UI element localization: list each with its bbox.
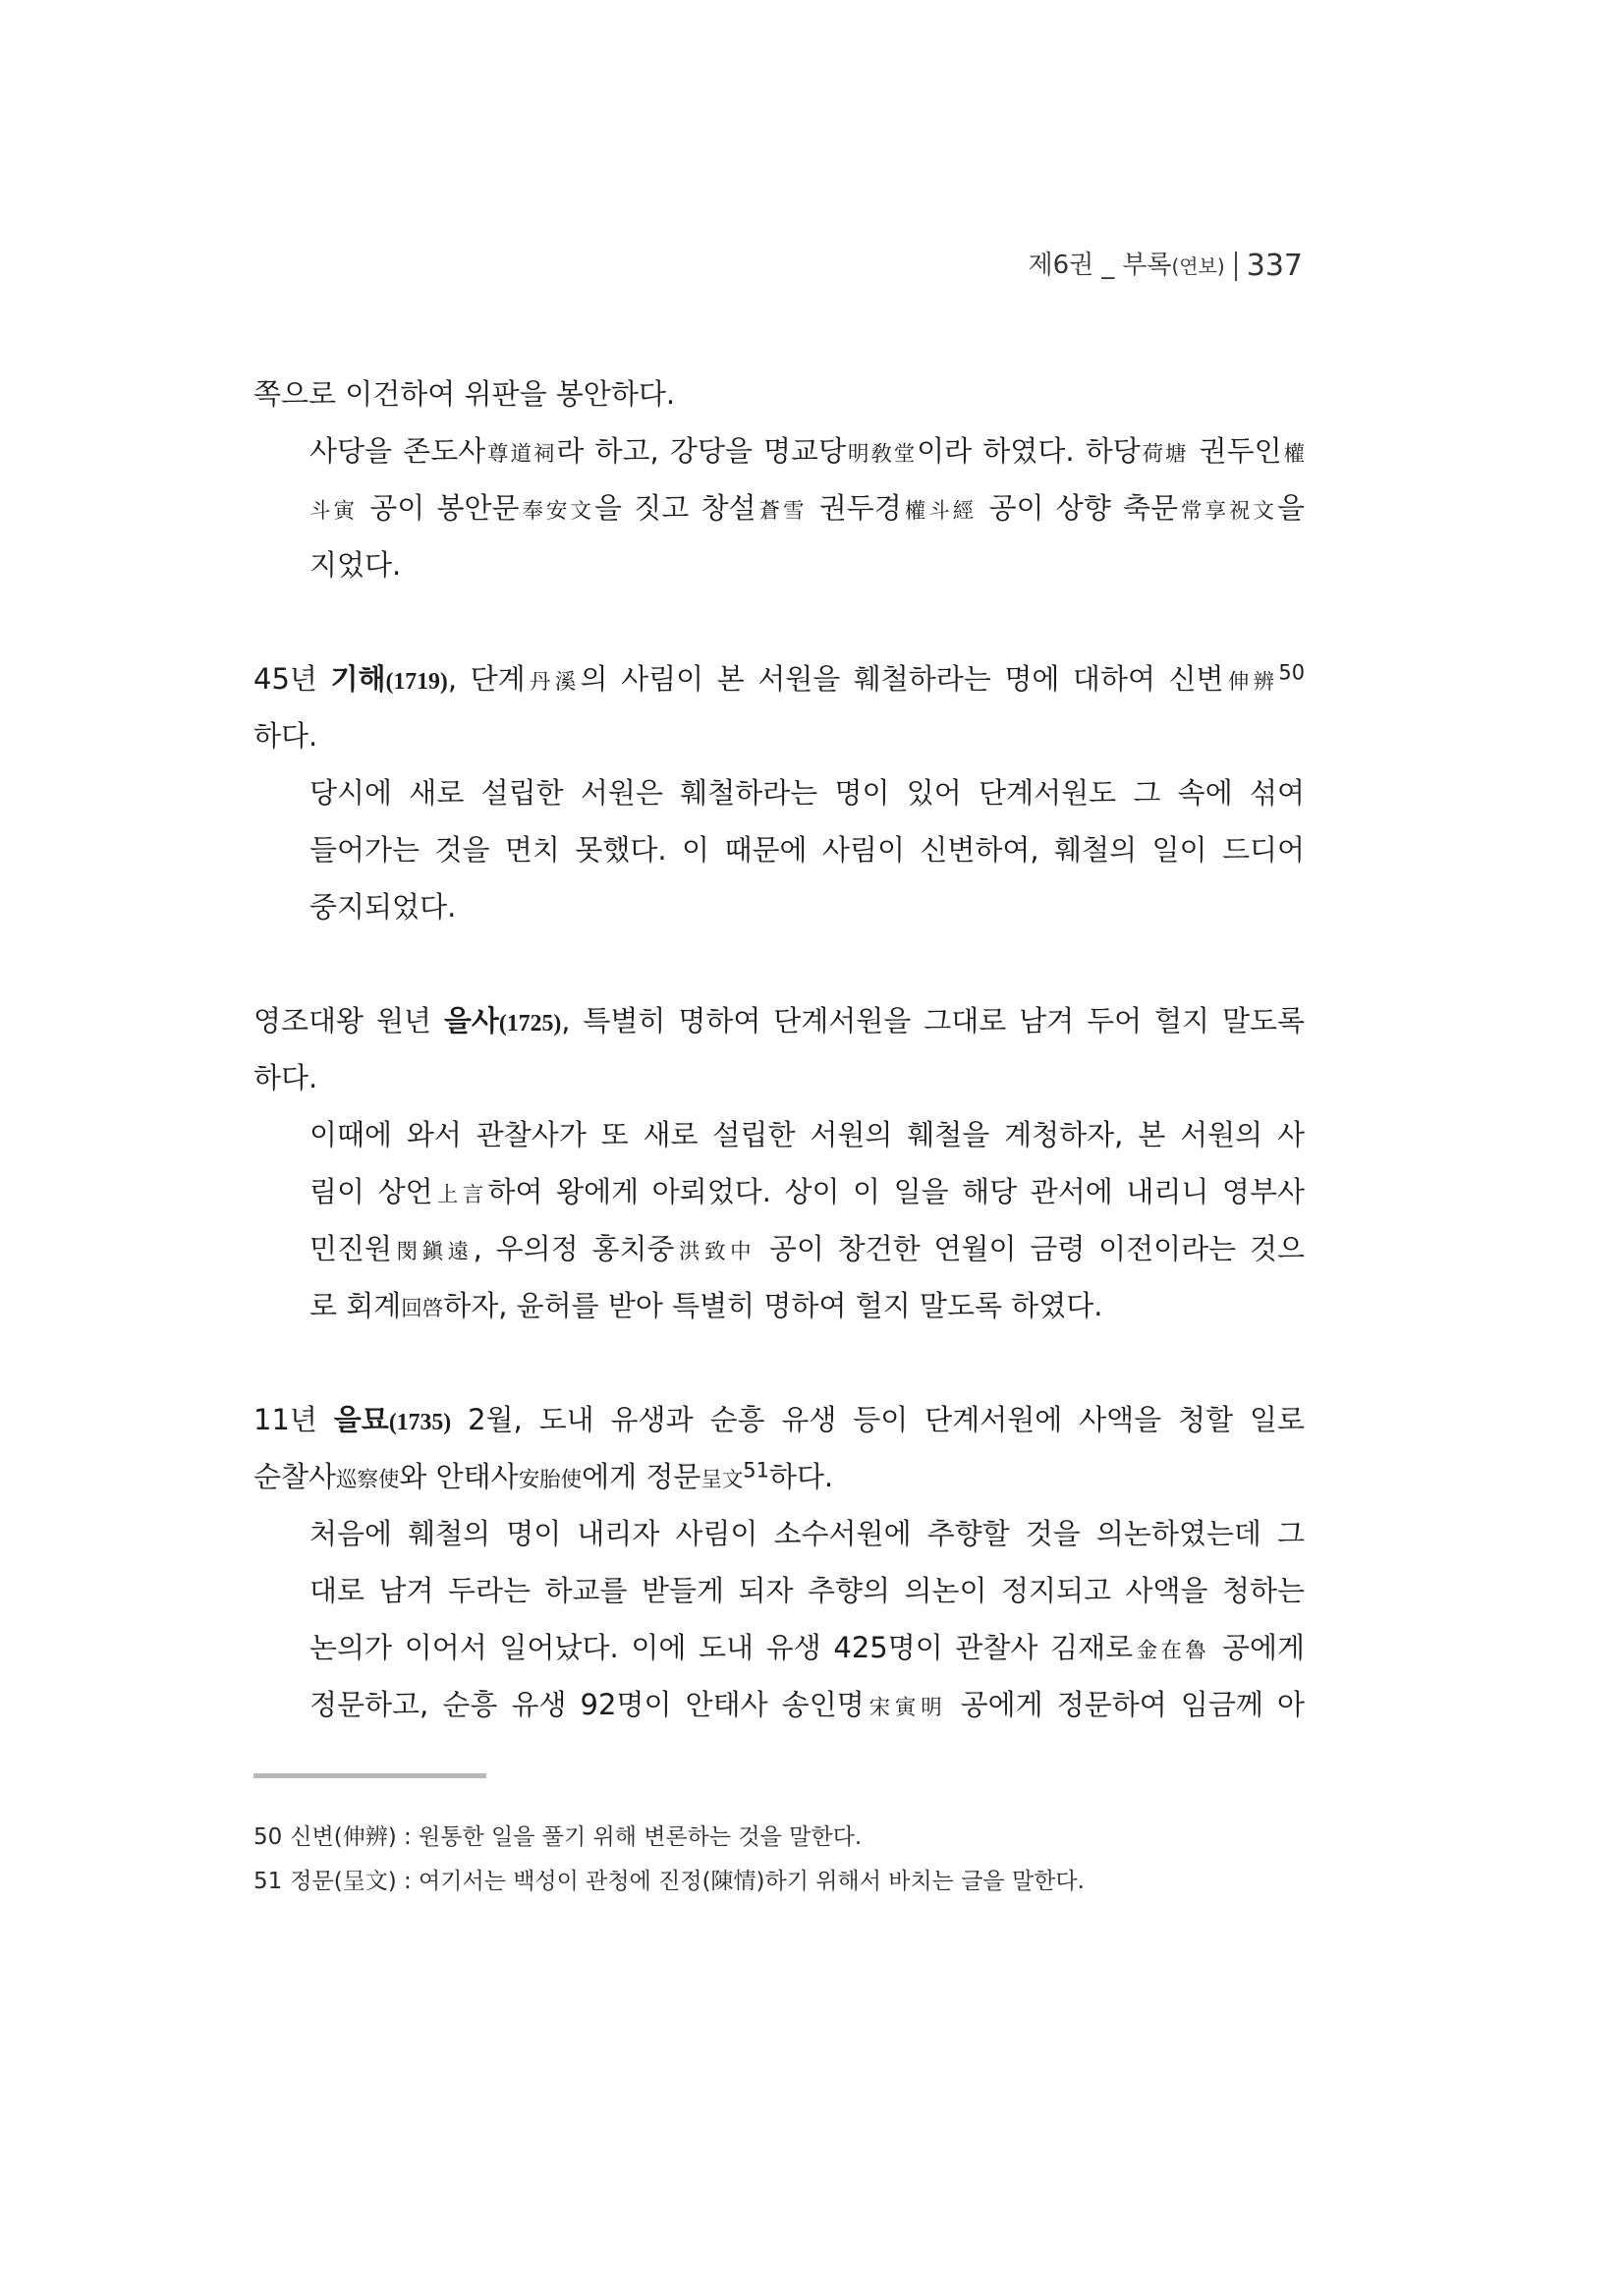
text-line <box>253 1676 1305 1733</box>
hanja-gloss: 常享祝文 <box>1178 499 1277 524</box>
text-line <box>253 821 1305 878</box>
hanja-gloss: 奉安文 <box>519 499 594 524</box>
chronology-entry <box>253 650 1305 935</box>
text-run: 들어가는 것을 면치 못했다. 이 때문에 사림이 신변하여, 훼철의 일이 드디어 <box>309 833 1305 867</box>
text-run: 공에게 <box>1209 1631 1305 1664</box>
text-run: 을 짓고 창설 <box>593 491 756 525</box>
text-line <box>253 365 1305 422</box>
text-run: 림이 상언 <box>309 1175 433 1208</box>
hanja-gloss: 宋寅明 <box>864 1696 947 1720</box>
text-line <box>253 707 1305 764</box>
text-run: 공이 봉안문 <box>357 491 520 525</box>
text-line <box>253 479 1305 536</box>
section-label: 부록 <box>1122 251 1172 280</box>
hanja-gloss: 閔鎭遠 <box>392 1240 474 1264</box>
text-run: 순찰사 <box>253 1460 337 1493</box>
cyclical-year-term: 을묘 <box>333 1403 389 1436</box>
text-run: 민진원 <box>309 1232 393 1265</box>
entry-description <box>253 422 1305 593</box>
cyclical-year-term: 을사 <box>443 1004 499 1037</box>
entry-description <box>253 1505 1305 1733</box>
chronology-entry <box>253 1391 1305 1733</box>
text-run: 당시에 새로 설립한 서원은 훼철하라는 명이 있어 단계서원도 그 속에 섞여 <box>309 776 1305 810</box>
text-run: 중지되었다. <box>309 890 457 924</box>
text-line <box>253 1163 1305 1220</box>
text-run: 로 회계 <box>309 1289 402 1322</box>
chronology-entry <box>253 365 1305 593</box>
text-run: 을 <box>1276 491 1305 525</box>
footnotes <box>253 1816 1305 1904</box>
footnote-divider <box>253 1773 486 1778</box>
text-run: 라 하고, 강당을 명교당 <box>556 434 847 468</box>
text-line <box>253 650 1305 707</box>
hanja-gloss: 蒼雪 <box>756 499 808 524</box>
text-run: , 우의정 홍치중 <box>473 1232 675 1265</box>
hanja-gloss: 明敎堂 <box>846 442 918 467</box>
hanja-gloss: 金在魯 <box>1133 1639 1210 1663</box>
hanja-gloss: 荷塘 <box>1140 442 1189 467</box>
text-run: 공이 상향 축문 <box>977 491 1179 525</box>
entry-heading <box>253 650 1305 764</box>
text-line <box>253 1391 1305 1448</box>
text-line <box>253 1505 1305 1562</box>
text-line <box>253 1448 1305 1505</box>
year-number: (1735) <box>388 1410 452 1435</box>
volume-label: 제6권 <box>1028 251 1094 280</box>
footnote-ref: 51 <box>743 1458 769 1483</box>
year-number: (1719) <box>385 669 448 695</box>
hanja-gloss: 回啓 <box>401 1297 444 1321</box>
text-run: 논의가 이어서 일어났다. 이에 도내 유생 425명이 관찰사 김재로 <box>309 1631 1134 1664</box>
text-line <box>253 764 1305 821</box>
text-run: 처음에 훼철의 명이 내리자 사림이 소수서원에 추향할 것을 의논하였는데 그 <box>309 1517 1305 1550</box>
text-line <box>253 1277 1305 1334</box>
hanja-gloss: 斗寅 <box>309 499 358 524</box>
text-run: , 특별히 명하여 단계서원을 그대로 남겨 두어 헐지 말도록 <box>561 1004 1305 1037</box>
footnote-ref: 50 <box>1278 660 1305 685</box>
text-run: 2월, 도내 유생과 순흥 유생 등이 단계서원에 사액을 청할 일로 <box>451 1403 1305 1436</box>
text-run: 하자, 윤허를 받아 특별히 명하여 헐지 말도록 하였다. <box>443 1289 1103 1322</box>
entry-heading <box>253 1391 1305 1505</box>
entry-heading <box>253 992 1305 1106</box>
header-separator: _ <box>1101 251 1115 280</box>
hanja-gloss: 上言 <box>432 1183 488 1207</box>
text-run: 사당을 존도사 <box>309 434 486 468</box>
text-run: 하다. <box>253 1061 318 1094</box>
text-run: 쪽으로 이건하여 위판을 봉안하다. <box>253 377 676 411</box>
hanja-gloss: 尊道祠 <box>485 442 557 467</box>
entry-description <box>253 764 1305 935</box>
text-line <box>253 1619 1305 1676</box>
text-line <box>253 536 1305 593</box>
text-line <box>253 992 1305 1049</box>
text-run: 지었다. <box>309 548 402 582</box>
text-run: 의 사림이 본 서원을 훼철하라는 명에 대하여 신변 <box>580 662 1224 696</box>
text-line <box>253 1106 1305 1163</box>
hanja-gloss: 權 <box>1281 442 1305 467</box>
entry-heading <box>253 365 1305 422</box>
footnote-number: 51 <box>253 1869 283 1894</box>
footnote-number: 50 <box>253 1824 283 1850</box>
hanja-gloss: 洪致中 <box>674 1240 756 1264</box>
footnote-text: 정문(呈文) : 여기서는 백성이 관청에 진정(陳情)하기 위해서 바치는 글을 말한다. <box>290 1869 1085 1894</box>
hanja-gloss: 伸辨 <box>1223 670 1279 695</box>
year-number: (1725) <box>498 1011 562 1036</box>
footnote <box>253 1816 1305 1860</box>
chronology-entry <box>253 992 1305 1334</box>
hanja-gloss: 丹溪 <box>525 670 581 695</box>
text-run: 에게 정문 <box>582 1460 701 1493</box>
hanja-gloss: 呈文 <box>700 1468 744 1492</box>
body-text <box>253 365 1305 1733</box>
text-line <box>253 878 1305 935</box>
hanja-gloss: 巡察使 <box>336 1468 400 1492</box>
text-run: 45년 <box>253 662 331 696</box>
text-run: 권두인 <box>1188 434 1282 468</box>
footnote-text: 신변(伸辨) : 원통한 일을 풀기 위해 변론하는 것을 말한다. <box>290 1824 863 1850</box>
hanja-gloss: 權斗經 <box>901 499 978 524</box>
text-run: 이때에 와서 관찰사가 또 새로 설립한 서원의 훼철을 계청하자, 본 서원의 사 <box>309 1118 1305 1151</box>
hanja-gloss: 安胎使 <box>518 1468 583 1492</box>
text-run: 하다. <box>768 1460 834 1493</box>
text-run: 대로 남겨 두라는 하교를 받들게 되자 추향의 의논이 정지되고 사액을 청하는 <box>309 1574 1305 1607</box>
section-sub-label: (연보) <box>1171 254 1225 278</box>
text-run: , 단계 <box>447 662 526 696</box>
text-line <box>253 1562 1305 1619</box>
text-run: 이라 하였다. 하당 <box>917 434 1141 468</box>
page-number: 337 <box>1235 252 1303 281</box>
cyclical-year-term: 기해 <box>330 662 386 696</box>
text-run: 하여 왕에게 아뢰었다. 상이 이 일을 해당 관서에 내리니 영부사 <box>487 1175 1305 1208</box>
text-run: 하다. <box>253 719 318 753</box>
entry-description <box>253 1106 1305 1334</box>
text-run: 공이 창건한 연월이 금령 이전이라는 것으 <box>756 1232 1305 1265</box>
text-run: 공에게 정문하여 임금께 아 <box>946 1688 1305 1721</box>
text-run: 권두경 <box>807 491 902 525</box>
text-run: 와 안태사 <box>399 1460 519 1493</box>
text-run: 정문하고, 순흥 유생 92명이 안태사 송인명 <box>309 1688 865 1721</box>
text-line <box>253 1220 1305 1277</box>
text-run: 영조대왕 원년 <box>253 1004 444 1037</box>
text-run: 11년 <box>253 1403 334 1436</box>
text-line <box>253 422 1305 479</box>
footnote <box>253 1860 1305 1904</box>
running-header <box>1028 246 1303 285</box>
text-line <box>253 1049 1305 1106</box>
